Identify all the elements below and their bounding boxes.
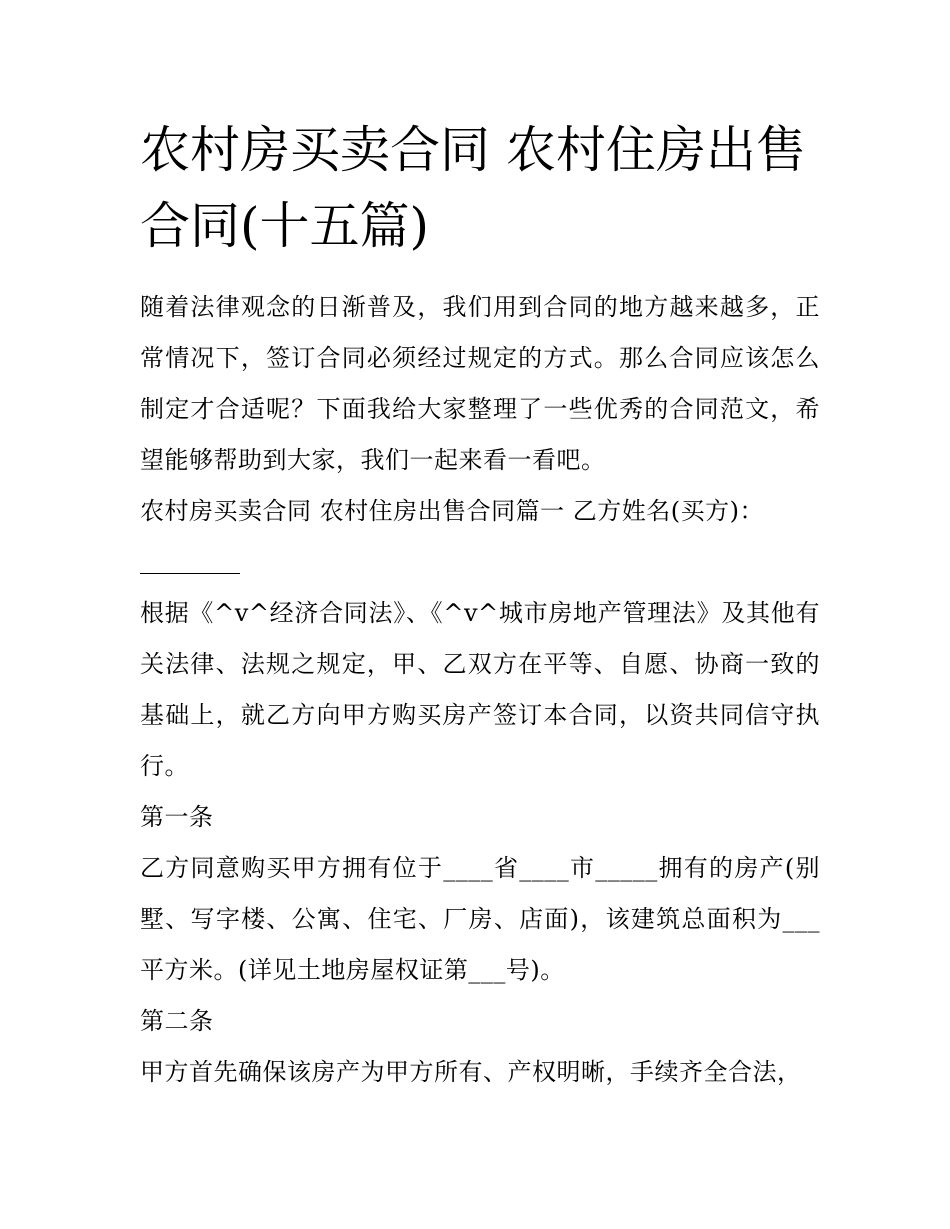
article-2-heading: 第二条 [140,1007,214,1035]
section-heading: 农村房买卖合同 农村住房出售合同篇一 乙方姓名(买方)： [140,497,764,525]
article-1-body: 乙方同意购买甲方拥有位于____省____市_____拥有的房产(别墅、写字楼、公寓、住宅、厂房、店面)，该建筑总面积为___平方米。(详见土地房屋权证第___号)。 [140,854,820,984]
intro-paragraph: 随着法律观念的日渐普及，我们用到合同的地方越来越多，正常情况下，签订合同必须经过规定的方式。那么合同应该怎么制定才合适呢？下面我给大家整理了一些优秀的合同范文，希望能够帮助到大家，我们一起来看一看吧。 [140,293,820,474]
document-title: 农村房买卖合同 农村住房出售合同(十五篇) [140,121,806,255]
article-1-heading: 第一条 [140,803,214,831]
document-page [140,112,820,1098]
basis-paragraph: 根据《^v^经济合同法》、《^v^城市房地产管理法》及其他有关法律、法规之规定，甲、乙双方在平等、自愿、协商一致的基础上，就乙方向甲方购买房产签订本合同，以资共同信守执行。 [140,599,820,780]
buyer-name-blank [140,545,240,574]
article-2-body: 甲方首先确保该房产为甲方所有、产权明晰，手续齐全合法， [140,1058,802,1086]
